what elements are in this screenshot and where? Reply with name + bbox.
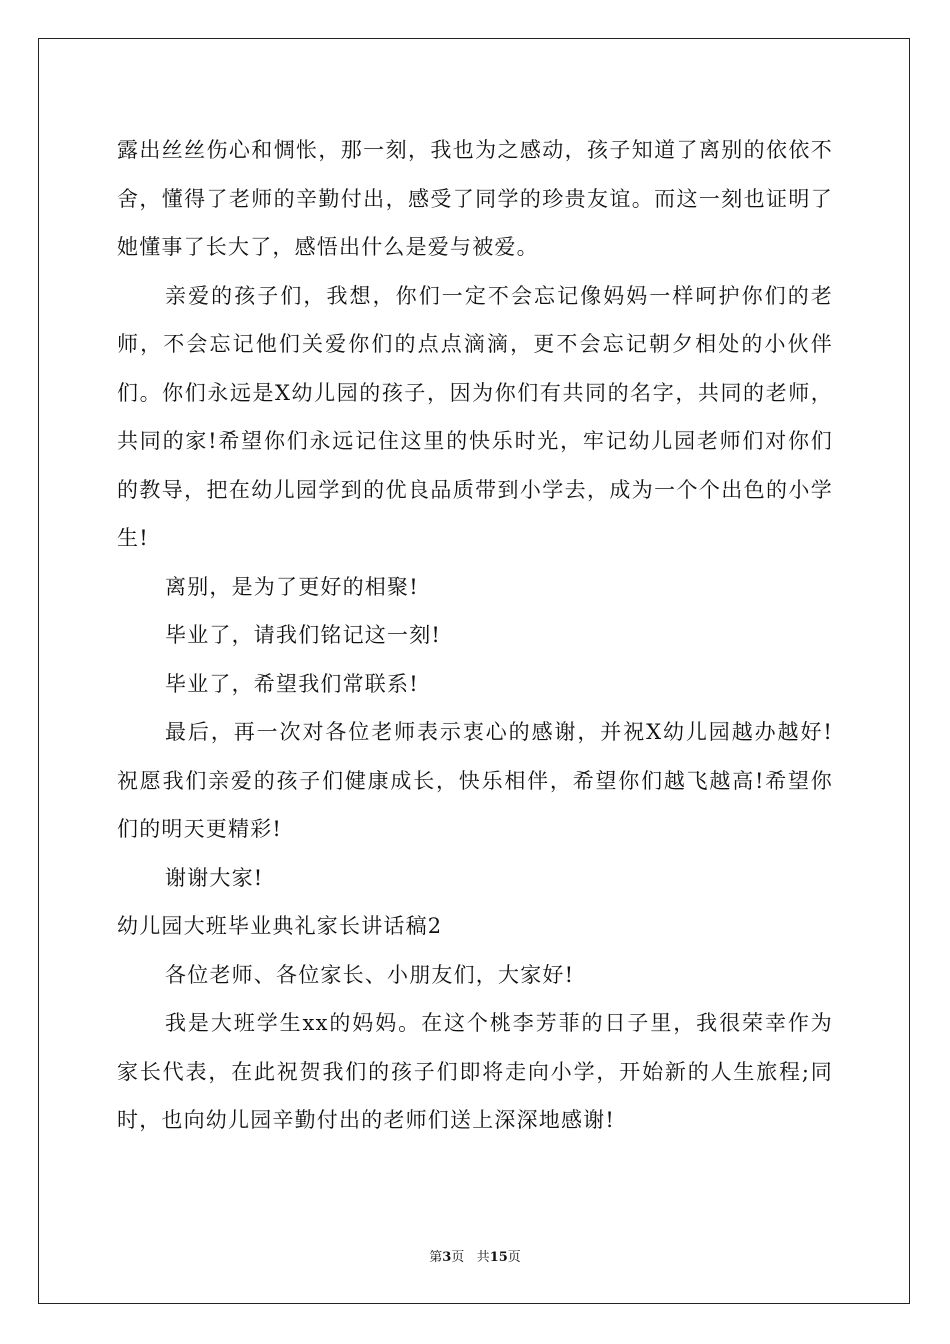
paragraph: 毕业了，请我们铭记这一刻! bbox=[165, 623, 442, 647]
total-suffix: 页 bbox=[507, 1250, 521, 1265]
page-prefix: 第 bbox=[429, 1250, 443, 1265]
paragraph: 毕业了，希望我们常联系! bbox=[165, 671, 419, 696]
paragraph: 各位老师、各位家长、小朋友们，大家好! bbox=[165, 962, 575, 987]
current-page-number: 3 bbox=[442, 1250, 452, 1265]
paragraph: 我是大班学生xx的妈妈。在这个桃李芳菲的日子里，我很荣幸作为家长代表，在此祝贺我们的孩子们即将走向小学，开始新的人生旅程;同时，也向幼儿园辛勤付出的老师们送上深深地感谢! bbox=[117, 1011, 833, 1132]
page-footer bbox=[0, 1246, 950, 1265]
page-suffix: 页 bbox=[451, 1250, 465, 1265]
paragraph: 最后，再一次对各位老师表示衷心的感谢，并祝X幼儿园越办越好!祝愿我们亲爱的孩子们健康成长，快乐相伴，希望你们越飞越高!希望你们的明天更精彩! bbox=[117, 720, 833, 841]
paragraph: 露出丝丝伤心和惆怅，那一刻，我也为之感动，孩子知道了离别的依依不舍，懂得了老师的辛勤付出，感受了同学的珍贵友谊。而这一刻也证明了她懂事了长大了，感悟出什么是爱与被爱。 bbox=[117, 138, 833, 259]
section-heading: 幼儿园大班毕业典礼家长讲话稿2 bbox=[117, 914, 443, 938]
paragraph: 谢谢大家! bbox=[165, 865, 264, 890]
total-pages-number: 15 bbox=[489, 1250, 508, 1265]
paragraph: 离别，是为了更好的相聚! bbox=[165, 574, 419, 599]
paragraph: 亲爱的孩子们，我想，你们一定不会忘记像妈妈一样呵护你们的老师，不会忘记他们关爱你们的点点滴滴，更不会忘记朝夕相处的小伙伴们。你们永远是X幼儿园的孩子，因为你们有共同的名字，共同的老师，共同的家!希望你们永远记住这里的快乐时光，牢记幼儿园老师们对你们的教导，把在幼儿园学到的优良品质带到小学去，成为一个个出色的小学生! bbox=[117, 283, 833, 550]
total-prefix: 共 bbox=[476, 1250, 490, 1265]
document-body bbox=[117, 126, 833, 1145]
